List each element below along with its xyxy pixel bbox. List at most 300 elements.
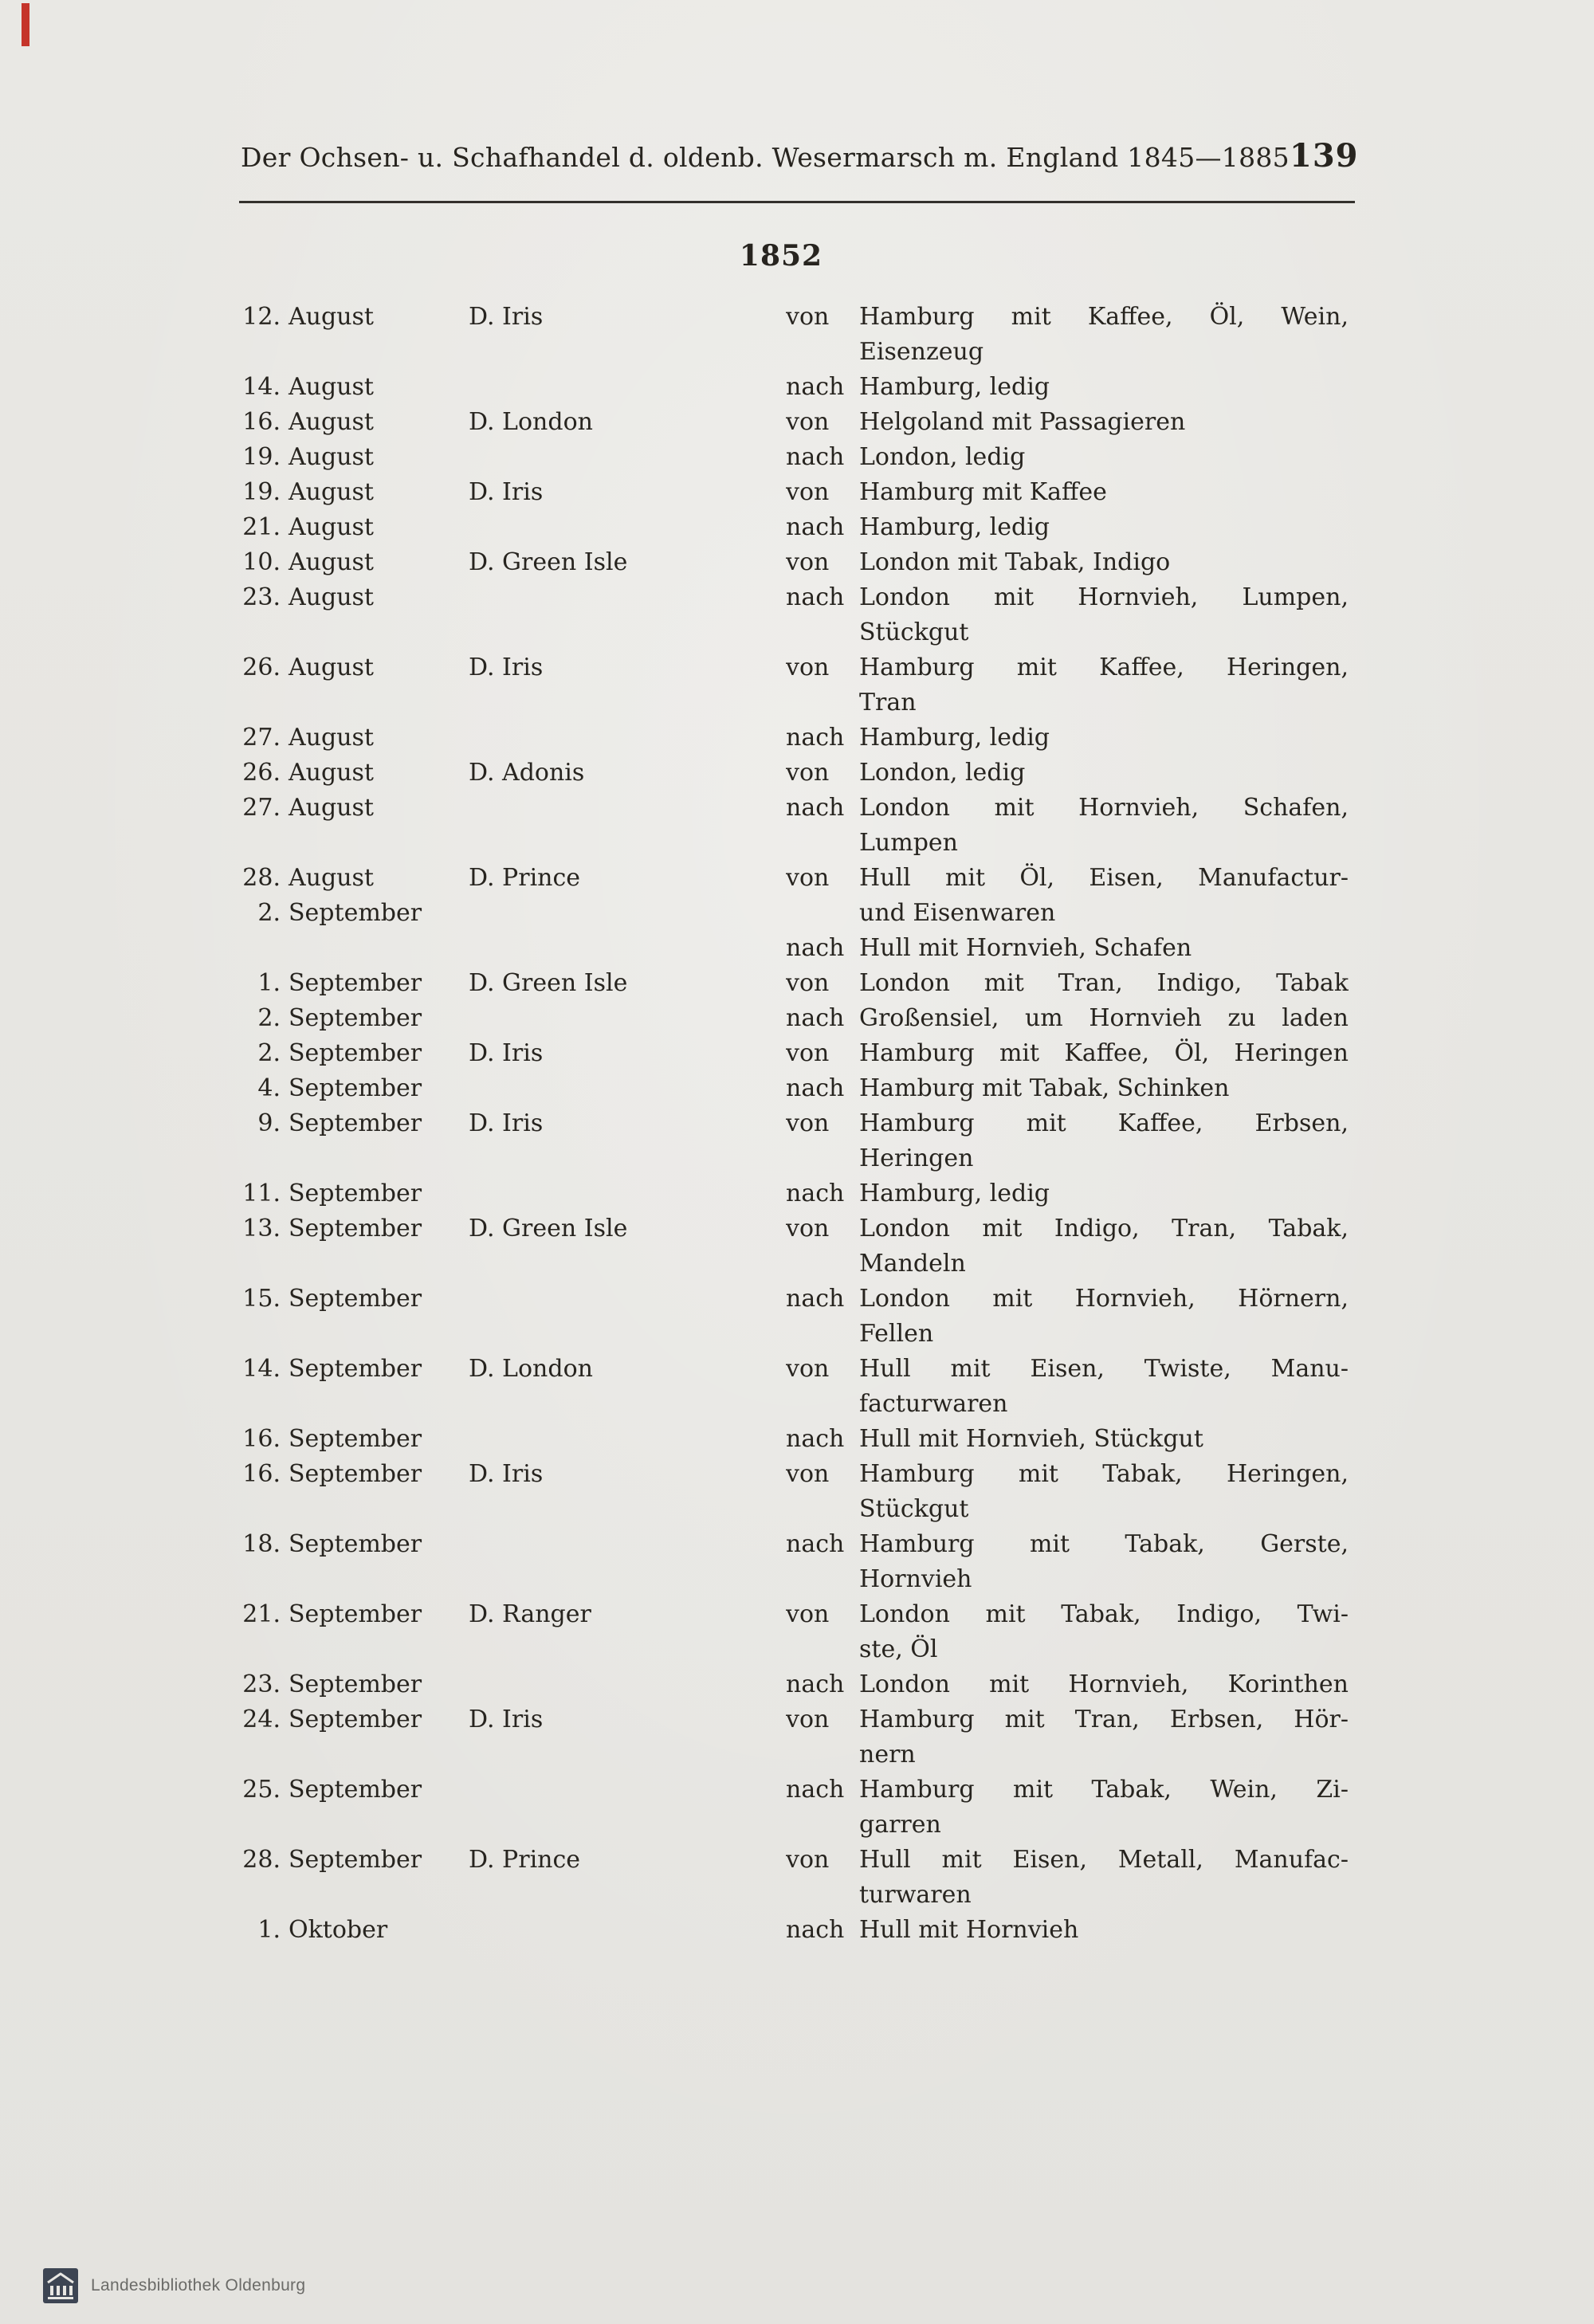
entry-month: August (289, 408, 374, 436)
entry-desc (786, 1702, 1349, 1737)
entry-day: 27. (242, 724, 281, 752)
entry-month (289, 335, 469, 370)
entry-prefix: von (786, 1355, 830, 1383)
entry-desc (786, 440, 1349, 475)
entry-desc (786, 720, 1349, 756)
entry-prefix: von (786, 408, 830, 436)
ship-name (469, 1141, 786, 1176)
entry-month (289, 685, 469, 720)
header-rule (239, 201, 1355, 203)
ship-name (469, 896, 786, 931)
entry-month (289, 1878, 469, 1913)
table-row (236, 1913, 1355, 1948)
entry-month (289, 1808, 469, 1843)
entry-desc (786, 475, 1349, 510)
entry-day: 27. (242, 794, 281, 822)
table-row (236, 1597, 1355, 1632)
ship-name (469, 370, 786, 405)
entry-text: Stückgut (859, 618, 969, 646)
ship-name (469, 931, 786, 966)
ship-name (469, 1527, 786, 1562)
ship-name: D. Iris (469, 1460, 544, 1488)
table-row (236, 1632, 1355, 1667)
entry-month: Oktober (289, 1916, 388, 1944)
table-row (236, 1457, 1355, 1492)
entry-month (289, 931, 469, 966)
ship-name (469, 720, 786, 756)
entry-text: Hull mit Hornvieh (859, 1916, 1079, 1944)
entry-text: London mit Indigo, Tran, Tabak, (859, 1215, 1349, 1242)
entry-day: 1. (257, 1916, 281, 1944)
ship-name (469, 1071, 786, 1106)
entry-month: September (289, 1355, 422, 1383)
entry-prefix: nach (786, 373, 845, 401)
entry-desc (786, 335, 1349, 370)
entry-text: Hull mit Öl, Eisen, Manufactur- (859, 864, 1349, 892)
entry-day: 26. (242, 759, 281, 787)
entry-day (236, 1492, 281, 1527)
entry-day: 19. (242, 478, 281, 506)
ship-name (469, 580, 786, 615)
table-row (236, 791, 1355, 826)
entry-day (236, 826, 281, 861)
entry-month (289, 615, 469, 650)
entry-desc (786, 1141, 1349, 1176)
page-title: Der Ochsen- u. Schafhandel d. oldenb. Wesermarsch m. England 1845—1885 (241, 142, 1290, 173)
entry-day: 16. (242, 1425, 281, 1453)
entry-prefix: nach (786, 583, 845, 611)
table-row (236, 1702, 1355, 1737)
entry-text: und Eisenwaren (859, 899, 1056, 927)
entry-desc (786, 545, 1349, 580)
entry-prefix: nach (786, 1530, 845, 1558)
entry-month: September (289, 1776, 422, 1804)
entry-month: August (289, 303, 374, 331)
entry-day (236, 685, 281, 720)
entry-prefix: nach (786, 1916, 845, 1944)
entry-text: Hamburg mit Tabak, Wein, Zi- (859, 1776, 1349, 1804)
entry-desc (786, 1352, 1349, 1387)
page-number: 139 (1289, 137, 1359, 175)
entry-desc (786, 405, 1349, 440)
entry-month: September (289, 969, 422, 997)
entry-text: Hamburg mit Tran, Erbsen, Hör- (859, 1706, 1349, 1733)
entry-day: 2. (257, 899, 281, 927)
entry-day: 1. (257, 969, 281, 997)
entry-prefix: von (786, 864, 830, 892)
entry-month: September (289, 1706, 422, 1733)
entry-desc (786, 1492, 1349, 1527)
entry-desc (786, 510, 1349, 545)
entry-text: Hull mit Hornvieh, Stückgut (859, 1425, 1203, 1453)
table-row (236, 720, 1355, 756)
entry-prefix: von (786, 759, 830, 787)
entry-day (236, 1808, 281, 1843)
table-row (236, 405, 1355, 440)
table-row (236, 1246, 1355, 1282)
ship-name (469, 1808, 786, 1843)
entry-month: August (289, 583, 374, 611)
ship-name (469, 1878, 786, 1913)
table-row (236, 1527, 1355, 1562)
entry-text: facturwaren (859, 1390, 1008, 1418)
ship-name (469, 1632, 786, 1667)
entry-month: September (289, 1215, 422, 1242)
ship-name (469, 1387, 786, 1422)
entry-day: 23. (242, 1670, 281, 1698)
entry-desc (786, 1913, 1349, 1948)
entry-month: September (289, 1670, 422, 1698)
entry-text: Hamburg mit Kaffee, Öl, Heringen (859, 1039, 1349, 1067)
table-row (236, 1071, 1355, 1106)
table-row (236, 1808, 1355, 1843)
entry-text: Heringen (859, 1144, 974, 1172)
entry-desc (786, 1457, 1349, 1492)
entry-desc (786, 1317, 1349, 1352)
entry-day (236, 931, 281, 966)
ship-name: D. Green Isle (469, 548, 628, 576)
table-row (236, 475, 1355, 510)
shipping-table (236, 300, 1355, 1948)
entry-day: 12. (242, 303, 281, 331)
entry-text: London mit Hornvieh, Korinthen (859, 1670, 1349, 1698)
entry-text: Hull mit Eisen, Metall, Manufac- (859, 1846, 1349, 1874)
entry-month: August (289, 864, 374, 892)
entry-day: 28. (242, 864, 281, 892)
entry-text: Stückgut (859, 1495, 969, 1523)
entry-prefix: von (786, 1706, 830, 1733)
entry-day: 25. (242, 1776, 281, 1804)
entry-prefix: von (786, 1039, 830, 1067)
table-row (236, 685, 1355, 720)
entry-text: London mit Tran, Indigo, Tabak (859, 969, 1349, 997)
library-name-label: Landesbibliothek Oldenburg (91, 2276, 306, 2295)
entry-month: September (289, 899, 422, 927)
entry-month: September (289, 1460, 422, 1488)
entry-prefix: nach (786, 934, 845, 962)
entry-text: London, ledig (859, 759, 1026, 787)
entry-month: August (289, 654, 374, 681)
table-row (236, 370, 1355, 405)
entry-desc (786, 580, 1349, 615)
ship-name (469, 1562, 786, 1597)
entry-desc (786, 861, 1349, 896)
red-scan-mark (22, 3, 29, 46)
entry-day: 10. (242, 548, 281, 576)
table-row (236, 1036, 1355, 1071)
ship-name: D. Iris (469, 1039, 544, 1067)
entry-day: 15. (242, 1285, 281, 1313)
table-row (236, 440, 1355, 475)
entry-desc (786, 826, 1349, 861)
entry-month: August (289, 794, 374, 822)
entry-text: turwaren (859, 1881, 972, 1909)
table-row (236, 1492, 1355, 1527)
ship-name (469, 1667, 786, 1702)
entry-prefix: nach (786, 443, 845, 471)
entry-month: September (289, 1109, 422, 1137)
entry-month: September (289, 1285, 422, 1313)
entry-prefix: von (786, 1846, 830, 1874)
entry-day: 24. (242, 1706, 281, 1733)
entry-prefix: von (786, 303, 830, 331)
entry-day (236, 615, 281, 650)
ship-name (469, 1282, 786, 1317)
entry-text: Hamburg, ledig (859, 1180, 1050, 1207)
entry-text: Tran (859, 689, 917, 716)
entry-text: Hamburg, ledig (859, 724, 1050, 752)
entry-text: Hamburg mit Tabak, Heringen, (859, 1460, 1349, 1488)
entry-desc (786, 1282, 1349, 1317)
entry-month: August (289, 724, 374, 752)
entry-month (289, 1387, 469, 1422)
table-row (236, 1211, 1355, 1246)
entry-day (236, 1387, 281, 1422)
ship-name (469, 615, 786, 650)
entry-month (289, 1562, 469, 1597)
ship-name (469, 1492, 786, 1527)
entry-desc (786, 650, 1349, 685)
entry-text: Hamburg mit Tabak, Gerste, (859, 1530, 1349, 1558)
table-row (236, 1001, 1355, 1036)
entry-text: Hamburg mit Kaffee, Öl, Wein, (859, 303, 1349, 331)
entry-month: September (289, 1530, 422, 1558)
entry-text: Hamburg, ledig (859, 373, 1050, 401)
entry-prefix: von (786, 478, 830, 506)
entry-month: September (289, 1846, 422, 1874)
entry-prefix: nach (786, 724, 845, 752)
entry-desc (786, 1036, 1349, 1071)
entry-desc (786, 1562, 1349, 1597)
library-building-icon (41, 2267, 80, 2305)
entry-desc (786, 931, 1349, 966)
entry-day: 13. (242, 1215, 281, 1242)
entry-text: Hamburg mit Kaffee (859, 478, 1107, 506)
table-row (236, 1422, 1355, 1457)
entry-desc (786, 1772, 1349, 1808)
entry-text: Mandeln (859, 1250, 966, 1278)
running-head (241, 137, 1359, 175)
table-row (236, 335, 1355, 370)
entry-month (289, 1246, 469, 1282)
ship-name (469, 1176, 786, 1211)
ship-name: D. Iris (469, 1706, 544, 1733)
entry-desc (786, 615, 1349, 650)
entry-desc (786, 300, 1349, 335)
table-row (236, 1176, 1355, 1211)
entry-desc (786, 966, 1349, 1001)
entry-month: September (289, 1004, 422, 1032)
entry-desc (786, 1632, 1349, 1667)
entry-text: London mit Hornvieh, Hörnern, (859, 1285, 1349, 1313)
entry-desc (786, 1211, 1349, 1246)
entry-month (289, 1632, 469, 1667)
table-row (236, 1282, 1355, 1317)
table-row (236, 300, 1355, 335)
entry-month: August (289, 443, 374, 471)
entry-month: September (289, 1425, 422, 1453)
table-row (236, 1878, 1355, 1913)
entry-desc (786, 1071, 1349, 1106)
entry-text: London mit Hornvieh, Lumpen, (859, 583, 1349, 611)
entry-prefix: nach (786, 1670, 845, 1698)
entry-prefix: nach (786, 1425, 845, 1453)
ship-name (469, 1913, 786, 1948)
entry-month: September (289, 1074, 422, 1102)
entry-text: Helgoland mit Passagieren (859, 408, 1186, 436)
table-row (236, 615, 1355, 650)
ship-name: D. Iris (469, 478, 544, 506)
entry-month: August (289, 478, 374, 506)
entry-day (236, 1737, 281, 1772)
entry-prefix: nach (786, 1776, 845, 1804)
entry-text: ste, Öl (859, 1635, 938, 1663)
ship-name (469, 826, 786, 861)
entry-desc (786, 1387, 1349, 1422)
ship-name (469, 1422, 786, 1457)
entry-text: London mit Tabak, Indigo, Twi- (859, 1600, 1349, 1628)
entry-day: 21. (242, 513, 281, 541)
table-row (236, 580, 1355, 615)
entry-month: September (289, 1039, 422, 1067)
table-row (236, 1141, 1355, 1176)
ship-name (469, 1246, 786, 1282)
entry-desc (786, 896, 1349, 931)
ship-name: D. Green Isle (469, 969, 628, 997)
entry-prefix: nach (786, 1285, 845, 1313)
entry-month: August (289, 548, 374, 576)
entry-prefix: nach (786, 1004, 845, 1032)
ship-name (469, 791, 786, 826)
ship-name (469, 1737, 786, 1772)
entry-text: Hamburg mit Kaffee, Erbsen, (859, 1109, 1349, 1137)
table-row (236, 1562, 1355, 1597)
table-row (236, 966, 1355, 1001)
entry-day (236, 1246, 281, 1282)
table-row (236, 896, 1355, 931)
entry-text: Hull mit Eisen, Twiste, Manu- (859, 1355, 1349, 1383)
entry-month (289, 1141, 469, 1176)
ship-name (469, 510, 786, 545)
entry-month (289, 1492, 469, 1527)
entry-month: September (289, 1180, 422, 1207)
entry-day (236, 1632, 281, 1667)
table-row (236, 931, 1355, 966)
entry-text: Lumpen (859, 829, 958, 857)
entry-month (289, 826, 469, 861)
entry-desc (786, 1737, 1349, 1772)
entry-text: Hamburg mit Kaffee, Heringen, (859, 654, 1349, 681)
entry-month: August (289, 373, 374, 401)
ship-name: D. Ranger (469, 1600, 591, 1628)
entry-month (289, 1737, 469, 1772)
entry-prefix: von (786, 1215, 830, 1242)
entry-day: 19. (242, 443, 281, 471)
ship-name (469, 685, 786, 720)
entry-desc (786, 685, 1349, 720)
entry-day: 28. (242, 1846, 281, 1874)
entry-prefix: von (786, 654, 830, 681)
ship-name: D. Adonis (469, 759, 585, 787)
entry-desc (786, 1667, 1349, 1702)
entry-desc (786, 1422, 1349, 1457)
ship-name: D. London (469, 408, 593, 436)
entry-desc (786, 1001, 1349, 1036)
entry-text: London, ledig (859, 443, 1026, 471)
entry-prefix: nach (786, 513, 845, 541)
entry-prefix: von (786, 1109, 830, 1137)
entry-prefix: von (786, 969, 830, 997)
table-row (236, 1667, 1355, 1702)
entry-desc (786, 1597, 1349, 1632)
entry-day (236, 1878, 281, 1913)
entry-month: August (289, 759, 374, 787)
entry-day: 16. (242, 1460, 281, 1488)
entry-desc (786, 1843, 1349, 1878)
entry-prefix: nach (786, 794, 845, 822)
table-row (236, 826, 1355, 861)
entry-day: 23. (242, 583, 281, 611)
entry-text: Hamburg, ledig (859, 513, 1050, 541)
entry-desc (786, 370, 1349, 405)
entry-text: London mit Hornvieh, Schafen, (859, 794, 1349, 822)
table-row (236, 510, 1355, 545)
entry-prefix: von (786, 548, 830, 576)
entry-day: 26. (242, 654, 281, 681)
entry-day: 4. (257, 1074, 281, 1102)
ship-name (469, 1001, 786, 1036)
entry-day (236, 1317, 281, 1352)
entry-desc (786, 791, 1349, 826)
library-stamp (41, 2267, 305, 2305)
entry-day: 11. (242, 1180, 281, 1207)
entry-desc (786, 1106, 1349, 1141)
ship-name: D. Iris (469, 303, 544, 331)
table-row (236, 1317, 1355, 1352)
ship-name: D. Iris (469, 1109, 544, 1137)
ship-name (469, 1772, 786, 1808)
entry-prefix: nach (786, 1180, 845, 1207)
entry-text: Eisenzeug (859, 338, 984, 366)
entry-day (236, 1562, 281, 1597)
table-row (236, 1106, 1355, 1141)
entry-day: 16. (242, 408, 281, 436)
ship-name (469, 1317, 786, 1352)
table-row (236, 1737, 1355, 1772)
entry-prefix: nach (786, 1074, 845, 1102)
entry-day: 2. (257, 1039, 281, 1067)
entry-day: 21. (242, 1600, 281, 1628)
ship-name: D. Prince (469, 864, 581, 892)
table-row (236, 650, 1355, 685)
entry-day (236, 335, 281, 370)
table-row (236, 545, 1355, 580)
entry-text: Fellen (859, 1320, 934, 1348)
entry-text: Hamburg mit Tabak, Schinken (859, 1074, 1230, 1102)
ship-name (469, 335, 786, 370)
entry-day (236, 1141, 281, 1176)
entry-desc (786, 1527, 1349, 1562)
ship-name: D. Green Isle (469, 1215, 628, 1242)
table-row (236, 1387, 1355, 1422)
entry-month (289, 1317, 469, 1352)
entry-desc (786, 1176, 1349, 1211)
table-row (236, 1843, 1355, 1878)
table-row (236, 756, 1355, 791)
entry-day: 18. (242, 1530, 281, 1558)
entry-month: August (289, 513, 374, 541)
ship-name: D. London (469, 1355, 593, 1383)
